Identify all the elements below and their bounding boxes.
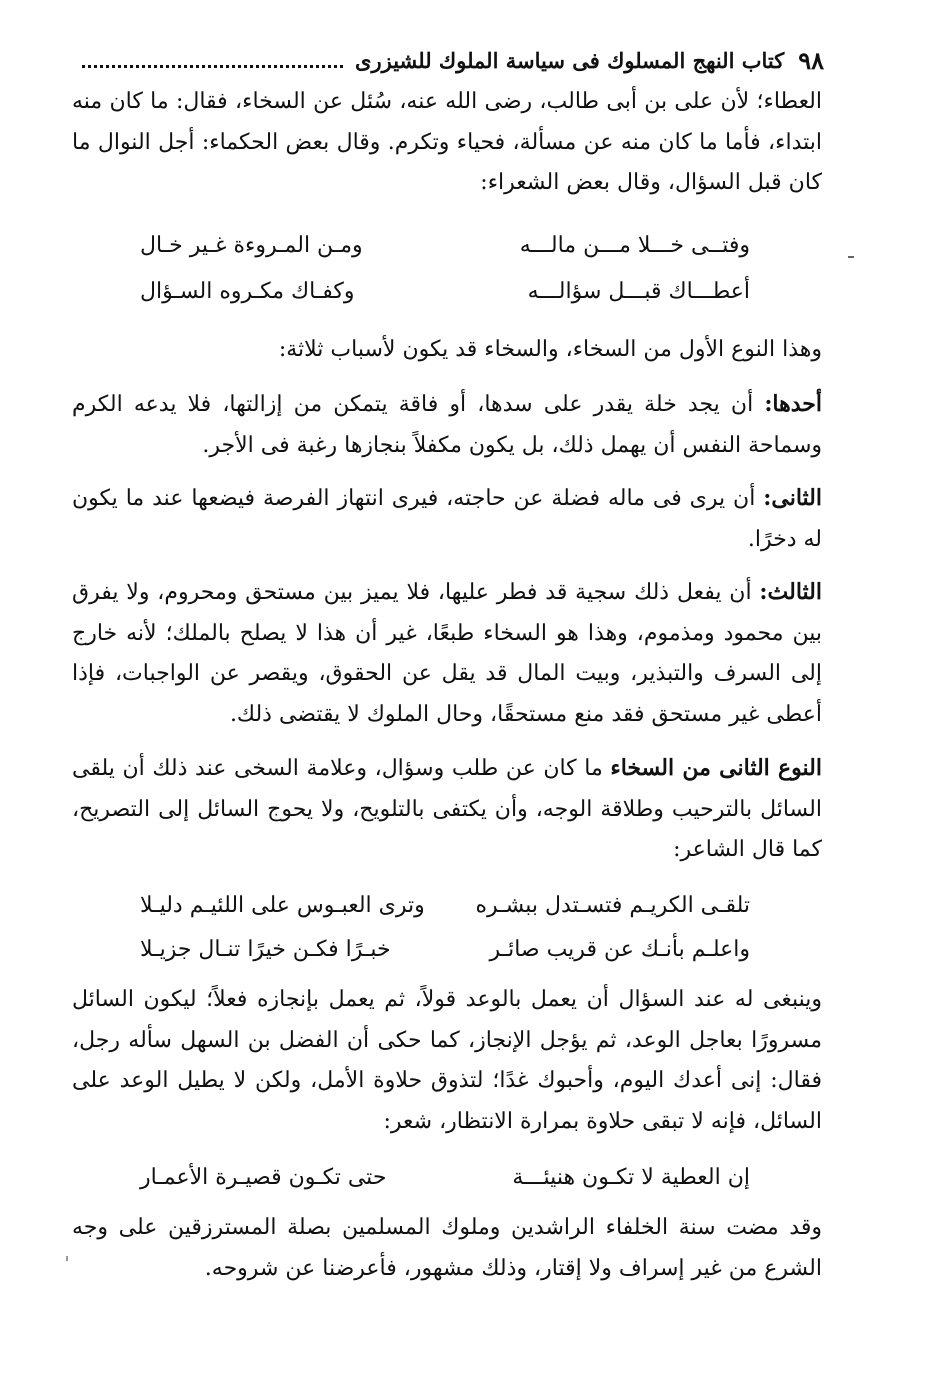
paragraph-5 bbox=[72, 572, 822, 735]
hemistich: إن العطية لا تكـون هنيئـــة bbox=[512, 1165, 750, 1190]
verse-1-line-1 bbox=[140, 226, 750, 266]
running-header bbox=[70, 40, 824, 80]
page-number: ٩٨ bbox=[798, 45, 824, 75]
paragraph-2: وهذا النوع الأول من السخاء، والسخاء قد يكون لأسباب ثلاثة: bbox=[278, 337, 822, 362]
hemistich: وفتــى خـــلا مـــن مالـــه bbox=[519, 233, 750, 258]
hemistich: وكفـاك مكـروه السـؤال bbox=[140, 279, 355, 304]
paragraph-text: أن يرى فى ماله فضلة عن حاجته، فيرى انتهاز الفرصة فيضعها عند ما يكون له دخرًا. bbox=[72, 486, 822, 552]
hemistich: أعطـــاك قبـــل سؤالـــه bbox=[527, 279, 750, 304]
hemistich: تلقـى الكريـم فتسـتدل ببشـره bbox=[475, 893, 750, 918]
hemistich: ومـن المـروءة غـير خـال bbox=[140, 233, 363, 258]
paragraph-lead: الثانى: bbox=[763, 485, 822, 511]
hemistich: خبـرًا فكـن خيرًا تنـال جزيـلا bbox=[140, 937, 391, 962]
hemistich: حتى تكـون قصيـرة الأعمـار bbox=[140, 1165, 387, 1190]
scan-speck bbox=[66, 1256, 68, 1261]
verse-2-line-1 bbox=[140, 886, 750, 926]
paragraph-4 bbox=[72, 478, 822, 560]
verse-2-line-2 bbox=[140, 930, 750, 970]
paragraph-7: وينبغى له عند السؤال أن يعمل بالوعد قولاً، ثم يعمل بإنجازه فعلاً؛ ليكون السائل مسرورًا بعاجل الوعد، ثم يؤجل الإنجاز، كما حكى أن الفضل بن السهل سأله رجل، فقال: إنى أعدك اليوم، وأحبوك غدًا؛ لتذوق حلاوة الأمل، ولكن لا يطيل الوعد على السائل، فإنه لا تبقى حلاوة بمرارة الانتظار، شعر: bbox=[72, 987, 822, 1134]
header-leader-dots bbox=[82, 65, 343, 68]
scan-speck bbox=[848, 256, 854, 258]
paragraph-text: أن يفعل ذلك سجية قد فطر عليها، فلا يميز بين مستحق ومحروم، ولا يفرق بين محمود ومذموم، وهذا هو السخاء طبعًا، غير أن هذا لا يصلح بالملك؛ لأنه خارج إلى السرف والتبذير، وبيت المال قد يقل عن الحقوق، ويقصر عن الواجبات، فإذا أعطى غير مستحق فقد منع مستحقًا، وحال الملوك لا يقتضى ذلك. bbox=[72, 580, 822, 727]
verse-3-line-1 bbox=[140, 1158, 750, 1198]
paragraph-8: وقد مضت سنة الخلفاء الراشدين وملوك المسلمين بصلة المسترزقين على وجه الشرع من غير إسراف ولا إقتار، وذلك مشهور، فأعرضنا عن شروحه. bbox=[72, 1215, 822, 1281]
paragraph-3 bbox=[72, 384, 822, 466]
paragraph-1: العطاء؛ لأن على بن أبى طالب، رضى الله عنه، سُئل عن السخاء، فقال: ما كان منه ابتداء، فأما ما كان منه عن مسألة، فحياء وتكرم. وقال بعض الحكماء: أجل النوال ما كان قبل السؤال، وقال بعض الشعراء: bbox=[72, 89, 822, 195]
paragraph-lead: الثالث: bbox=[759, 579, 822, 605]
paragraph-lead: النوع الثانى من السخاء bbox=[610, 755, 822, 781]
paragraph-6 bbox=[72, 748, 822, 871]
hemistich: واعلـم بأنـك عن قريب صائـر bbox=[489, 937, 750, 962]
book-title: كتاب النهج المسلوك فى سياسة الملوك للشيزرى bbox=[355, 47, 785, 73]
verse-1-line-2 bbox=[140, 272, 750, 312]
paragraph-lead: أحدها: bbox=[764, 391, 822, 417]
paragraph-text: ما كان عن طلب وسؤال، وعلامة السخى عند ذلك أن يلقى السائل بالترحيب وطلاقة الوجه، وأن يكتفى بالتلويح، ولا يحوج السائل إلى التصريح، كما قال الشاعر: bbox=[72, 756, 822, 862]
paragraph-text: أن يجد خلة يقدر على سدها، أو فاقة يتمكن من إزالتها، فلا يدعه الكرم وسماحة النفس أن يهمل ذلك، بل يكون مكفلاً بنجازها رغبة فى الأجر. bbox=[72, 392, 822, 458]
hemistich: وترى العبـوس على اللئيـم دليـلا bbox=[140, 893, 425, 918]
